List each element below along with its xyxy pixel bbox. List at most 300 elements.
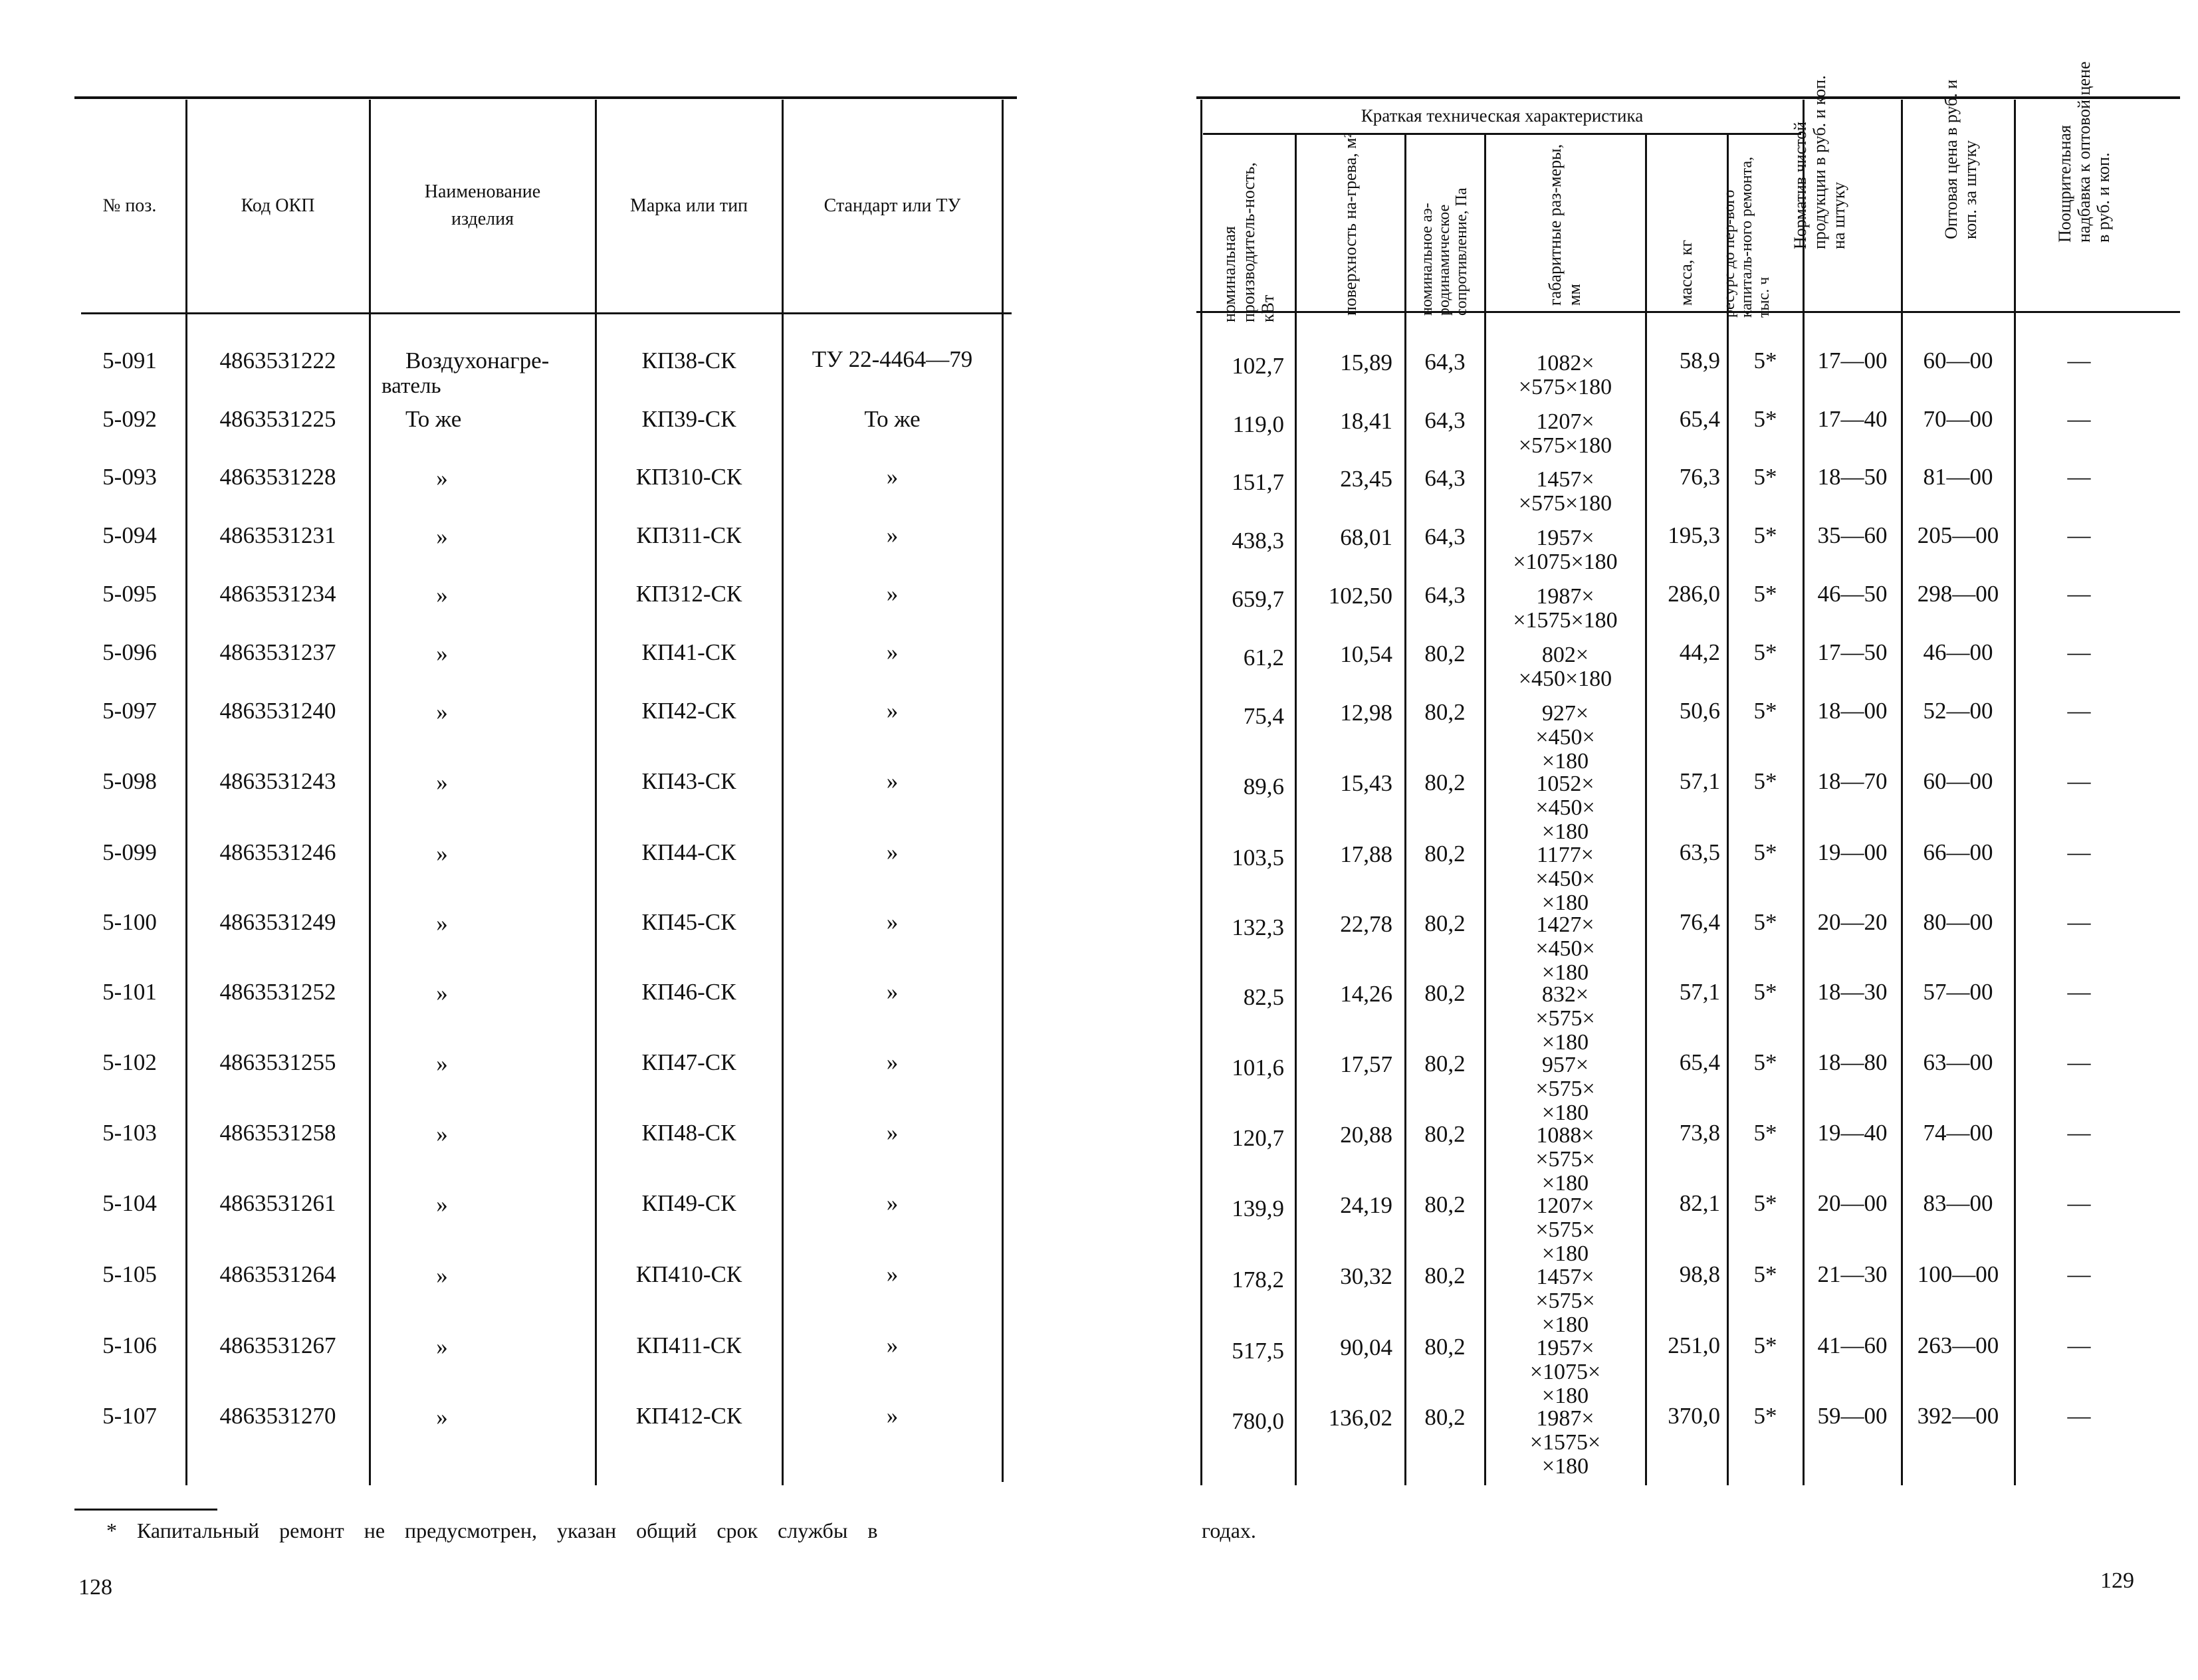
pos-cell: 5-103 [102, 1120, 157, 1146]
pos-cell: 5-091 [102, 348, 157, 373]
resistance-cell: 80,2 [1424, 770, 1466, 795]
resource-cell: 5* [1753, 522, 1777, 548]
standard-cell: » [886, 1120, 899, 1146]
resource-cell: 5* [1753, 1190, 1777, 1216]
standard-cell: » [886, 639, 899, 665]
bonus-cell: — [2067, 909, 2091, 935]
mass-cell: 370,0 [1668, 1403, 1720, 1429]
header-aero-resistance: номинальное аэ-родинамическое сопротивление, Па [1418, 187, 1470, 316]
mass-cell: 58,9 [1679, 348, 1720, 373]
mass-cell: 57,1 [1679, 979, 1720, 1005]
right-col-divider [1295, 133, 1297, 1485]
brand-cell: КП43-СК [641, 768, 736, 794]
norm-cell: 59—00 [1817, 1403, 1888, 1429]
surface-cell: 136,02 [1328, 1405, 1392, 1431]
dimensions-line: 1207× [1536, 409, 1594, 434]
product-name-cell: То же [405, 406, 462, 432]
power-cell: 102,7 [1232, 353, 1284, 379]
power-cell: 139,9 [1232, 1196, 1284, 1221]
dimensions-line: ×450× [1535, 795, 1595, 820]
bonus-cell: — [2067, 1403, 2091, 1429]
dimensions-line: 927× [1541, 701, 1589, 726]
okp-code-cell: 4863531228 [219, 464, 336, 490]
dimensions-line: 1427× [1536, 912, 1594, 937]
bonus-cell: — [2067, 698, 2091, 724]
power-cell: 103,5 [1232, 845, 1284, 871]
header-mass: масса, кг [1676, 239, 1696, 306]
brand-cell: КП312-СК [635, 581, 742, 607]
right-col-divider [1200, 100, 1202, 1485]
surface-cell: 12,98 [1340, 700, 1392, 726]
brand-cell: КП47-СК [641, 1049, 736, 1075]
price-cell: 263—00 [1917, 1332, 1999, 1358]
surface-cell: 17,57 [1340, 1051, 1392, 1077]
norm-cell: 21—30 [1817, 1261, 1888, 1287]
okp-code-cell: 4863531234 [219, 581, 336, 607]
product-name-cell: » [436, 582, 448, 608]
dimensions-line: ×180 [1541, 960, 1589, 985]
dimensions-line: ×575× [1535, 1217, 1595, 1242]
pos-cell: 5-094 [102, 522, 157, 548]
dimensions-line: 1207× [1536, 1194, 1594, 1218]
dimensions-line: ×1575× [1529, 1430, 1601, 1455]
norm-cell: 20—20 [1817, 909, 1888, 935]
pos-cell: 5-092 [102, 406, 157, 432]
okp-code-cell: 4863531264 [219, 1261, 336, 1287]
dimensions-line: ×575×180 [1518, 375, 1612, 399]
bonus-cell: — [2067, 839, 2091, 865]
product-name-cell: » [436, 1051, 448, 1077]
dimensions-cell [1486, 1336, 1644, 1408]
resistance-cell: 80,2 [1424, 699, 1466, 725]
mass-cell: 251,0 [1668, 1332, 1720, 1358]
price-cell: 100—00 [1917, 1261, 1999, 1287]
bonus-cell: — [2067, 979, 2091, 1005]
mass-cell: 57,1 [1679, 768, 1720, 794]
product-name-cell: » [436, 1121, 448, 1147]
bonus-cell: — [2067, 1120, 2091, 1146]
standard-cell: » [886, 464, 899, 490]
dimensions-line: ×575× [1535, 1289, 1595, 1313]
header-okp-code: Код ОКП [241, 195, 315, 216]
price-cell: 66—00 [1923, 839, 1993, 865]
norm-cell: 18—30 [1817, 979, 1888, 1005]
dimensions-line: 1987× [1536, 1406, 1594, 1431]
resource-cell: 5* [1753, 839, 1777, 865]
okp-code-cell: 4863531231 [219, 522, 336, 548]
brand-cell: КП44-СК [641, 839, 736, 865]
header-brand: Марка или тип [629, 195, 748, 216]
resistance-cell: 80,2 [1424, 1263, 1466, 1289]
surface-cell: 15,43 [1340, 770, 1392, 796]
bonus-cell: — [2067, 522, 2091, 548]
dimensions-line: 1082× [1536, 351, 1594, 375]
standard-cell: » [886, 1332, 899, 1358]
mass-cell: 50,6 [1679, 698, 1720, 724]
okp-code-cell: 4863531258 [219, 1120, 336, 1146]
resistance-cell: 64,3 [1424, 582, 1466, 608]
resistance-cell: 80,2 [1424, 641, 1466, 667]
surface-cell: 20,88 [1340, 1122, 1392, 1148]
mass-cell: 65,4 [1679, 406, 1720, 432]
dimensions-cell [1486, 913, 1644, 985]
price-cell: 63—00 [1923, 1049, 1993, 1075]
standard-cell: » [886, 522, 899, 548]
resource-cell: 5* [1753, 1261, 1777, 1287]
pos-cell: 5-099 [102, 839, 157, 865]
price-cell: 392—00 [1917, 1403, 1999, 1429]
resistance-cell: 80,2 [1424, 1334, 1466, 1360]
okp-code-cell: 4863531261 [219, 1190, 336, 1216]
mass-cell: 195,3 [1668, 522, 1720, 548]
dimensions-line: ×180 [1541, 1030, 1589, 1055]
dimensions-cell [1486, 983, 1644, 1055]
dimensions-line: ×180 [1541, 1312, 1589, 1337]
pos-cell: 5-100 [102, 909, 157, 935]
dimensions-line: 802× [1541, 643, 1589, 667]
header-name-line1: Наименование [424, 181, 541, 203]
resistance-cell: 64,3 [1424, 465, 1466, 491]
brand-cell: КП49-СК [641, 1190, 736, 1216]
dimensions-cell [1486, 468, 1644, 516]
brand-cell: КП41-СК [641, 639, 736, 665]
dimensions-cell [1486, 352, 1644, 399]
brand-cell: КП412-СК [635, 1403, 742, 1429]
pos-cell: 5-105 [102, 1261, 157, 1287]
okp-code-cell: 4863531237 [219, 639, 336, 665]
dimensions-line: ×1575×180 [1513, 608, 1618, 633]
product-name-cell: » [436, 1263, 448, 1289]
brand-cell: КП42-СК [641, 698, 736, 724]
dimensions-line: ×180 [1541, 1241, 1589, 1266]
surface-cell: 102,50 [1328, 583, 1392, 609]
dimensions-line: 1052× [1536, 772, 1594, 796]
mass-cell: 65,4 [1679, 1049, 1720, 1075]
bonus-cell: — [2067, 1332, 2091, 1358]
standard-cell: » [886, 839, 899, 865]
header-product-name [371, 100, 594, 312]
surface-cell: 24,19 [1340, 1192, 1392, 1218]
resistance-cell: 64,3 [1424, 524, 1466, 550]
norm-cell: 17—00 [1817, 348, 1888, 373]
bonus-cell: — [2067, 639, 2091, 665]
bonus-cell: — [2067, 406, 2091, 432]
surface-cell: 23,45 [1340, 466, 1392, 492]
dimensions-line: ×180 [1541, 1171, 1589, 1196]
mass-cell: 63,5 [1679, 839, 1720, 865]
norm-cell: 41—60 [1817, 1332, 1888, 1358]
bonus-cell: — [2067, 1049, 2091, 1075]
right-top-rule [1196, 96, 2180, 99]
footnote-rule [74, 1509, 217, 1511]
standard-cell: » [886, 1403, 899, 1429]
standard-cell: ТУ 22-4464—79 [812, 346, 973, 372]
price-cell: 70—00 [1923, 406, 1993, 432]
pos-cell: 5-106 [102, 1332, 157, 1358]
resistance-cell: 80,2 [1424, 980, 1466, 1006]
dimensions-line: 1957× [1536, 526, 1594, 550]
header-overall-dimensions: габаритные раз-меры, мм [1545, 144, 1584, 306]
product-name-cell: » [436, 910, 448, 936]
pos-cell: 5-107 [102, 1403, 157, 1429]
resistance-cell: 64,3 [1424, 407, 1466, 433]
dimensions-line: ×575×180 [1518, 433, 1612, 458]
product-name-cell: » [436, 1334, 448, 1360]
norm-cell: 35—60 [1817, 522, 1888, 548]
left-col-divider [1002, 100, 1004, 1482]
mass-cell: 76,4 [1679, 909, 1720, 935]
dimensions-line: ×180 [1541, 1384, 1589, 1408]
dimensions-line: 1457× [1536, 1265, 1594, 1289]
pos-cell: 5-104 [102, 1190, 157, 1216]
bonus-cell: — [2067, 581, 2091, 607]
resource-cell: 5* [1753, 581, 1777, 607]
power-cell: 75,4 [1243, 703, 1284, 729]
resource-cell: 5* [1753, 979, 1777, 1005]
resource-cell: 5* [1753, 768, 1777, 794]
brand-cell: КП45-СК [641, 909, 736, 935]
header-heating-surface: поверхность на-грева, м² [1340, 132, 1360, 316]
price-cell: 60—00 [1923, 348, 1993, 373]
dimensions-cell [1486, 1194, 1644, 1266]
product-name-cell: » [436, 980, 448, 1006]
resource-cell: 5* [1753, 348, 1777, 373]
product-name-cell-cont: ватель [382, 374, 441, 398]
dimensions-line: ×450×180 [1518, 667, 1612, 691]
standard-cell: » [886, 1049, 899, 1075]
bonus-cell: — [2067, 464, 2091, 490]
surface-cell: 14,26 [1340, 981, 1392, 1007]
resource-cell: 5* [1753, 1120, 1777, 1146]
product-name-cell: » [436, 465, 448, 491]
norm-cell: 19—00 [1817, 839, 1888, 865]
group-header-tech-spec: Краткая техническая характеристика [1361, 106, 1644, 126]
brand-cell: КП410-СК [635, 1261, 742, 1287]
power-cell: 119,0 [1232, 411, 1284, 437]
mass-cell: 286,0 [1668, 581, 1720, 607]
mass-cell: 73,8 [1679, 1120, 1720, 1146]
resource-cell: 5* [1753, 406, 1777, 432]
header-nominal-power: номинальная производитель-ность, кВт [1219, 162, 1277, 322]
dimensions-cell [1486, 410, 1644, 458]
brand-cell: КП310-СК [635, 464, 742, 490]
header-name-line2: изделия [451, 209, 514, 229]
dimensions-line: ×575× [1535, 1077, 1595, 1101]
standard-cell: » [886, 768, 899, 794]
dimensions-line: 1957× [1536, 1336, 1594, 1360]
standard-cell: То же [864, 406, 921, 432]
price-cell: 52—00 [1923, 698, 1993, 724]
norm-cell: 46—50 [1817, 581, 1888, 607]
left-page-number: 128 [78, 1575, 112, 1600]
price-cell: 83—00 [1923, 1190, 1993, 1216]
resource-cell: 5* [1753, 909, 1777, 935]
dimensions-line: ×450× [1535, 725, 1595, 750]
pos-cell: 5-098 [102, 768, 157, 794]
brand-cell: КП46-СК [641, 979, 736, 1005]
header-wholesale-price: Оптовая цена в руб. и коп. за штуку [1941, 79, 1980, 239]
dimensions-cell [1486, 1124, 1644, 1196]
surface-cell: 15,89 [1340, 350, 1392, 375]
bonus-cell: — [2067, 1190, 2091, 1216]
left-header-rule [81, 312, 1012, 314]
brand-cell: КП39-СК [641, 406, 736, 432]
power-cell: 132,3 [1232, 914, 1284, 940]
price-cell: 298—00 [1917, 581, 1999, 607]
okp-code-cell: 4863531243 [219, 768, 336, 794]
price-cell: 205—00 [1917, 522, 1999, 548]
dimensions-line: 1987× [1536, 584, 1594, 609]
mass-cell: 98,8 [1679, 1261, 1720, 1287]
power-cell: 780,0 [1232, 1408, 1284, 1434]
dimensions-cell [1486, 772, 1644, 844]
header-net-output-norm: Норматив чистой продукции в руб. и коп. на штуку [1790, 75, 1848, 249]
right-page-number: 129 [2100, 1568, 2134, 1593]
okp-code-cell: 4863531240 [219, 698, 336, 724]
mass-cell: 44,2 [1679, 639, 1720, 665]
mass-cell: 76,3 [1679, 464, 1720, 490]
product-name-cell: » [436, 641, 448, 667]
dimensions-line: ×180 [1541, 819, 1589, 844]
resistance-cell: 80,2 [1424, 910, 1466, 936]
price-cell: 60—00 [1923, 768, 1993, 794]
bonus-cell: — [2067, 348, 2091, 373]
header-standard: Стандарт или ТУ [824, 195, 961, 216]
dimensions-line: ×180 [1541, 1454, 1589, 1479]
dimensions-cell [1486, 702, 1644, 774]
brand-cell: КП38-СК [641, 348, 736, 373]
norm-cell: 19—40 [1817, 1120, 1888, 1146]
power-cell: 61,2 [1243, 645, 1284, 671]
power-cell: 438,3 [1232, 528, 1284, 554]
norm-cell: 20—00 [1817, 1190, 1888, 1216]
resource-cell: 5* [1753, 1049, 1777, 1075]
brand-cell: КП48-СК [641, 1120, 736, 1146]
header-bonus: Поощрительная надбавка к оптовой цене в руб. и коп. [2054, 61, 2113, 243]
norm-cell: 18—70 [1817, 768, 1888, 794]
bonus-cell: — [2067, 768, 2091, 794]
dimensions-line: ×575× [1535, 1006, 1595, 1031]
pos-cell: 5-101 [102, 979, 157, 1005]
norm-cell: 17—40 [1817, 406, 1888, 432]
dimensions-line: ×450× [1535, 936, 1595, 961]
dimensions-cell [1486, 843, 1644, 915]
price-cell: 46—00 [1923, 639, 1993, 665]
product-name-cell: » [436, 770, 448, 795]
product-name-cell: Воздухонагре- [405, 348, 550, 373]
resistance-cell: 80,2 [1424, 1192, 1466, 1217]
norm-cell: 17—50 [1817, 639, 1888, 665]
mass-cell: 82,1 [1679, 1190, 1720, 1216]
dimensions-line: ×1075× [1529, 1360, 1601, 1384]
power-cell: 89,6 [1243, 774, 1284, 799]
product-name-cell: » [436, 1192, 448, 1217]
product-name-cell: » [436, 1404, 448, 1430]
power-cell: 517,5 [1232, 1338, 1284, 1364]
dimensions-line: 1088× [1536, 1123, 1594, 1148]
okp-code-cell: 4863531222 [219, 348, 336, 373]
resistance-cell: 64,3 [1424, 349, 1466, 375]
dimensions-cell [1486, 643, 1644, 691]
surface-cell: 30,32 [1340, 1263, 1392, 1289]
dimensions-cell [1486, 1407, 1644, 1479]
surface-cell: 90,04 [1340, 1334, 1392, 1360]
pos-cell: 5-095 [102, 581, 157, 607]
dimensions-line: ×180 [1541, 1101, 1589, 1125]
surface-cell: 22,78 [1340, 911, 1392, 937]
dimensions-line: ×575×180 [1518, 491, 1612, 516]
dimensions-cell [1486, 526, 1644, 574]
standard-cell: » [886, 909, 899, 935]
dimensions-line: ×450× [1535, 867, 1595, 891]
resistance-cell: 80,2 [1424, 1051, 1466, 1077]
price-cell: 74—00 [1923, 1120, 1993, 1146]
standard-cell: » [886, 698, 899, 724]
okp-code-cell: 4863531252 [219, 979, 336, 1005]
dimensions-line: 832× [1541, 982, 1589, 1007]
norm-cell: 18—50 [1817, 464, 1888, 490]
dimensions-cell [1486, 1265, 1644, 1337]
power-cell: 659,7 [1232, 586, 1284, 612]
norm-cell: 18—80 [1817, 1049, 1888, 1075]
dimensions-line: ×1075×180 [1513, 550, 1618, 574]
pos-cell: 5-096 [102, 639, 157, 665]
footnote: * Капитальный ремонт не предусмотрен, указан общий срок службы в [106, 1519, 878, 1542]
surface-cell: 68,01 [1340, 524, 1392, 550]
dimensions-line: ×575× [1535, 1147, 1595, 1172]
surface-cell: 17,88 [1340, 841, 1392, 867]
okp-code-cell: 4863531255 [219, 1049, 336, 1075]
okp-code-cell: 4863531267 [219, 1332, 336, 1358]
power-cell: 82,5 [1243, 984, 1284, 1010]
product-name-cell: » [436, 699, 448, 725]
bonus-cell: — [2067, 1261, 2091, 1287]
brand-cell: КП311-СК [636, 522, 742, 548]
resistance-cell: 80,2 [1424, 841, 1466, 867]
resistance-cell: 80,2 [1424, 1121, 1466, 1147]
standard-cell: » [886, 1190, 899, 1216]
standard-cell: » [886, 1261, 899, 1287]
pos-cell: 5-097 [102, 698, 157, 724]
dimensions-cell [1486, 1053, 1644, 1125]
footnote-continued: годах. [1202, 1519, 1256, 1542]
resource-cell: 5* [1753, 698, 1777, 724]
okp-code-cell: 4863531249 [219, 909, 336, 935]
resource-cell: 5* [1753, 464, 1777, 490]
okp-code-cell: 4863531225 [219, 406, 336, 432]
dimensions-line: 1457× [1536, 467, 1594, 492]
price-cell: 80—00 [1923, 909, 1993, 935]
left-top-rule [74, 96, 1017, 99]
product-name-cell: » [436, 841, 448, 867]
price-cell: 57—00 [1923, 979, 1993, 1005]
power-cell: 178,2 [1232, 1267, 1284, 1293]
power-cell: 101,6 [1232, 1055, 1284, 1081]
standard-cell: » [886, 979, 899, 1005]
resource-cell: 5* [1753, 1332, 1777, 1358]
power-cell: 151,7 [1232, 469, 1284, 495]
product-name-cell: » [436, 524, 448, 550]
dimensions-cell [1486, 585, 1644, 633]
pos-cell: 5-102 [102, 1049, 157, 1075]
dimensions-line: ×180 [1541, 891, 1589, 915]
surface-cell: 18,41 [1340, 408, 1392, 434]
pos-cell: 5-093 [102, 464, 157, 490]
dimensions-line: ×180 [1541, 749, 1589, 774]
resource-cell: 5* [1753, 1403, 1777, 1429]
okp-code-cell: 4863531246 [219, 839, 336, 865]
header-resource: ресурс до пер-вого капиталь-ного ремонта, тыс. ч [1721, 156, 1773, 318]
